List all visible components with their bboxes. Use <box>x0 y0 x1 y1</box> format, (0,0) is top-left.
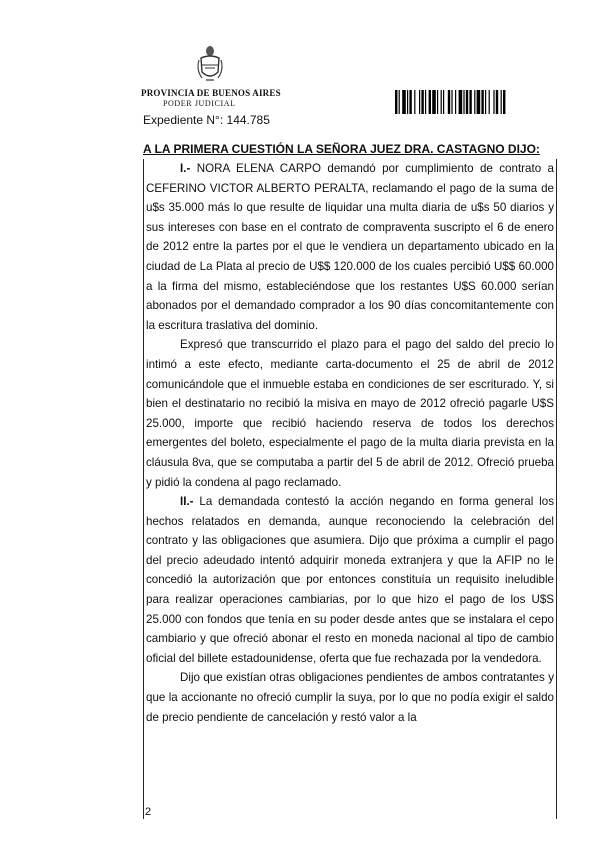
paragraph-1 <box>146 159 554 335</box>
barcode-bar <box>496 90 498 114</box>
barcode-bar <box>407 90 408 114</box>
barcode-bar <box>432 90 436 114</box>
barcode-bar <box>481 90 483 114</box>
barcode-bar <box>429 90 431 114</box>
document-body <box>143 159 557 819</box>
barcode-bar <box>455 90 456 114</box>
paragraph-text: La demandada contestó la acción negando en forma general los hechos relatados en demanda, aunque reconociendo la celebración del contrato y las obligaciones que asumiera. Dijo que próxima a cumplir el pago del precio adeudado intentó adquirir moneda extranjera y que la AFIP no le concedió la autorización que por entonces constituía un requisito ineludible para realizar operaciones cambiarias, por lo que hizo el pago de los U$S 25.000 con fondos que tenía en su poder desde antes que se instalara el cepo cambiario y que ofreció abonar el resto en moneda nacional al tipo de cambio oficial del billete estadounidense, oferta que fue rechazada por la vendedora. <box>146 495 554 665</box>
paragraph-text: NORA ELENA CARPO demandó por cumplimiento de contrato a CEFERINO VICTOR ALBERTO PERALTA, reclamando el pago de la suma de u$s 35.000 más lo que resulte de liquidar una multa diaria de u$s 50 diarios y sus intereses con base en el contrato de compraventa suscripto el 6 de enero de 2012 entre la partes por el que le vendiera un departamento ubicado en la ciudad de La Plata al precio de U$$ 120.000 de los cuales percibió U$$ 60.000 a la firma del mismo, estableciéndose que los restantes U$S 60.000 serían abonados por el demandado comprador a los 90 días concomitantemente con la escritura traslativa del dominio. <box>146 162 554 332</box>
paragraph-4 <box>146 668 554 727</box>
institution-department: PODER JUDICIAL <box>163 99 236 108</box>
institution-name: PROVINCIA DE BUENOS AIRES <box>141 88 281 98</box>
barcode-bar <box>419 90 420 114</box>
paragraph-marker: II.- <box>180 495 194 509</box>
barcode-image <box>395 90 537 114</box>
barcode-bar <box>503 90 505 114</box>
barcode-bar <box>437 90 438 114</box>
barcode-bar <box>493 90 494 114</box>
barcode-bar <box>421 90 423 114</box>
paragraph-3 <box>146 492 554 668</box>
barcode-bar <box>443 90 444 114</box>
paragraph-marker: I.- <box>180 162 191 175</box>
case-number: Expediente N°: 144.785 <box>143 113 270 127</box>
paragraph-text: Expresó que transcurrido el plazo para el pago del saldo del precio lo intimó a este efecto, mediante carta-documento el 25 de abril de 2012 comunicándole que el inmueble estaba en condiciones de ser escriturado. Y, si bien el destinatario no recibió la misiva en mayo de 2012 ofreció pagarle U$S 25.000, importe que recibió haciendo reserva de todos los derechos emergentes del boleto, especialmente el pago de la multa diaria prevista en la cláusula 8va, que se computaba a partir del 5 de abril de 2012. Ofreció prueba y pidió la condena al pago reclamado. <box>146 338 554 489</box>
coat-of-arms-seal <box>196 44 224 84</box>
barcode-bar <box>414 90 415 114</box>
barcode-bar <box>489 90 490 114</box>
paragraph-2 <box>146 335 554 492</box>
barcode-bar <box>425 90 426 114</box>
barcode-bar <box>459 90 463 114</box>
barcode-bar <box>501 90 502 114</box>
barcode-bar <box>409 90 411 114</box>
barcode-bar <box>485 90 486 114</box>
barcode-bar <box>466 90 468 114</box>
barcode-bar <box>441 90 442 114</box>
barcode-bar <box>399 90 400 114</box>
page-number: 2 <box>145 806 152 818</box>
barcode-bar <box>402 90 406 114</box>
barcode-bar <box>395 90 397 114</box>
barcode-bar <box>463 90 464 114</box>
barcode-bar <box>477 90 481 114</box>
paragraph-text: Dijo que existían otras obligaciones pendientes de ambos contratantes y que la accionante no ofreció cumplir la suya, por lo que no podía exigir el saldo de precio pendiente de cancelación y restó valor a la <box>146 671 554 724</box>
section-heading: A LA PRIMERA CUESTIÓN LA SEÑORA JUEZ DRA. CASTAGNO DIJO: <box>143 142 540 156</box>
barcode-bar <box>474 90 475 114</box>
barcode-bar <box>448 90 450 114</box>
barcode-bar <box>451 90 452 114</box>
barcode-bar <box>469 90 471 114</box>
